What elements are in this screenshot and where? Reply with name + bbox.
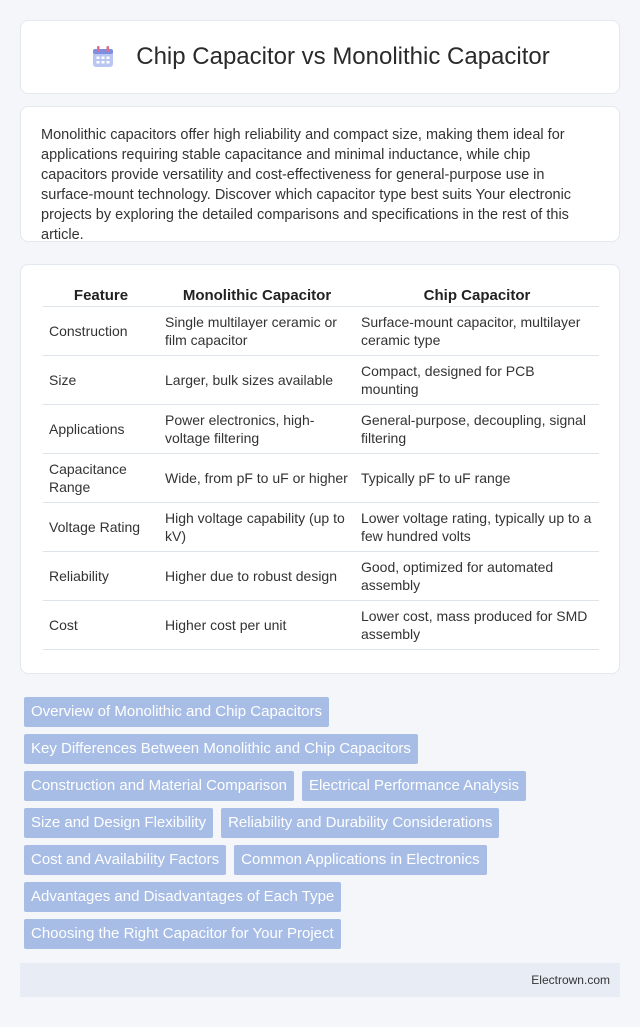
row-monolithic: Wide, from pF to uF or higher <box>159 454 355 503</box>
row-feature: Size <box>43 356 159 405</box>
tag-link[interactable]: Choosing the Right Capacitor for Your Project <box>24 919 341 949</box>
row-monolithic: Higher due to robust design <box>159 552 355 601</box>
row-chip: Good, optimized for automated assembly <box>355 552 599 601</box>
row-chip: Compact, designed for PCB mounting <box>355 356 599 405</box>
row-chip: General-purpose, decoupling, signal filtering <box>355 405 599 454</box>
tag-link[interactable]: Overview of Monolithic and Chip Capacitors <box>24 697 329 727</box>
row-monolithic: Single multilayer ceramic or film capacitor <box>159 307 355 356</box>
row-feature: Applications <box>43 405 159 454</box>
tag-link[interactable]: Cost and Availability Factors <box>24 845 226 875</box>
tag-link[interactable]: Construction and Material Comparison <box>24 771 294 801</box>
row-chip: Lower voltage rating, typically up to a few hundred volts <box>355 503 599 552</box>
tag-link[interactable]: Reliability and Durability Considerations <box>221 808 499 838</box>
row-feature: Construction <box>43 307 159 356</box>
table-row <box>43 552 599 601</box>
comparison-table <box>43 285 599 650</box>
table-row <box>43 405 599 454</box>
tag-link[interactable]: Key Differences Between Monolithic and Chip Capacitors <box>24 734 418 764</box>
tag-link[interactable]: Electrical Performance Analysis <box>302 771 526 801</box>
calendar-icon <box>90 44 116 70</box>
row-chip: Surface-mount capacitor, multilayer ceramic type <box>355 307 599 356</box>
intro-paragraph: Monolithic capacitors offer high reliability and compact size, making them ideal for applications requiring stable capacitance and minimal inductance, while chip capacitors provide versatility and cost-effectiveness for general-purpose use in surface-mount technology. Discover which capacitor type best suits Your electronic projects by exploring the detailed comparisons and specifications in the rest of this article. <box>41 127 572 243</box>
header-monolithic: Monolithic Capacitor <box>159 285 355 307</box>
footer-source[interactable]: Electrown.com <box>531 973 610 987</box>
table-header-row <box>43 285 599 307</box>
tag-link[interactable]: Size and Design Flexibility <box>24 808 213 838</box>
table-row <box>43 356 599 405</box>
table-row <box>43 601 599 650</box>
table-row <box>43 454 599 503</box>
intro-card <box>20 106 620 242</box>
row-feature: Voltage Rating <box>43 503 159 552</box>
row-monolithic: Higher cost per unit <box>159 601 355 650</box>
row-feature: Cost <box>43 601 159 650</box>
header-chip: Chip Capacitor <box>355 285 599 307</box>
row-chip: Lower cost, mass produced for SMD assembly <box>355 601 599 650</box>
header-feature: Feature <box>43 285 159 307</box>
tag-link[interactable]: Common Applications in Electronics <box>234 845 486 875</box>
row-feature: Capacitance Range <box>43 454 159 503</box>
row-monolithic: Larger, bulk sizes available <box>159 356 355 405</box>
comparison-table-card <box>20 264 620 674</box>
title-card <box>20 20 620 94</box>
topic-tags <box>24 697 604 956</box>
table-row <box>43 307 599 356</box>
row-monolithic: High voltage capability (up to kV) <box>159 503 355 552</box>
tag-link[interactable]: Advantages and Disadvantages of Each Type <box>24 882 341 912</box>
page-title: Chip Capacitor vs Monolithic Capacitor <box>136 43 550 70</box>
row-feature: Reliability <box>43 552 159 601</box>
row-chip: Typically pF to uF range <box>355 454 599 503</box>
table-row <box>43 503 599 552</box>
footer <box>20 963 620 997</box>
row-monolithic: Power electronics, high-voltage filtering <box>159 405 355 454</box>
